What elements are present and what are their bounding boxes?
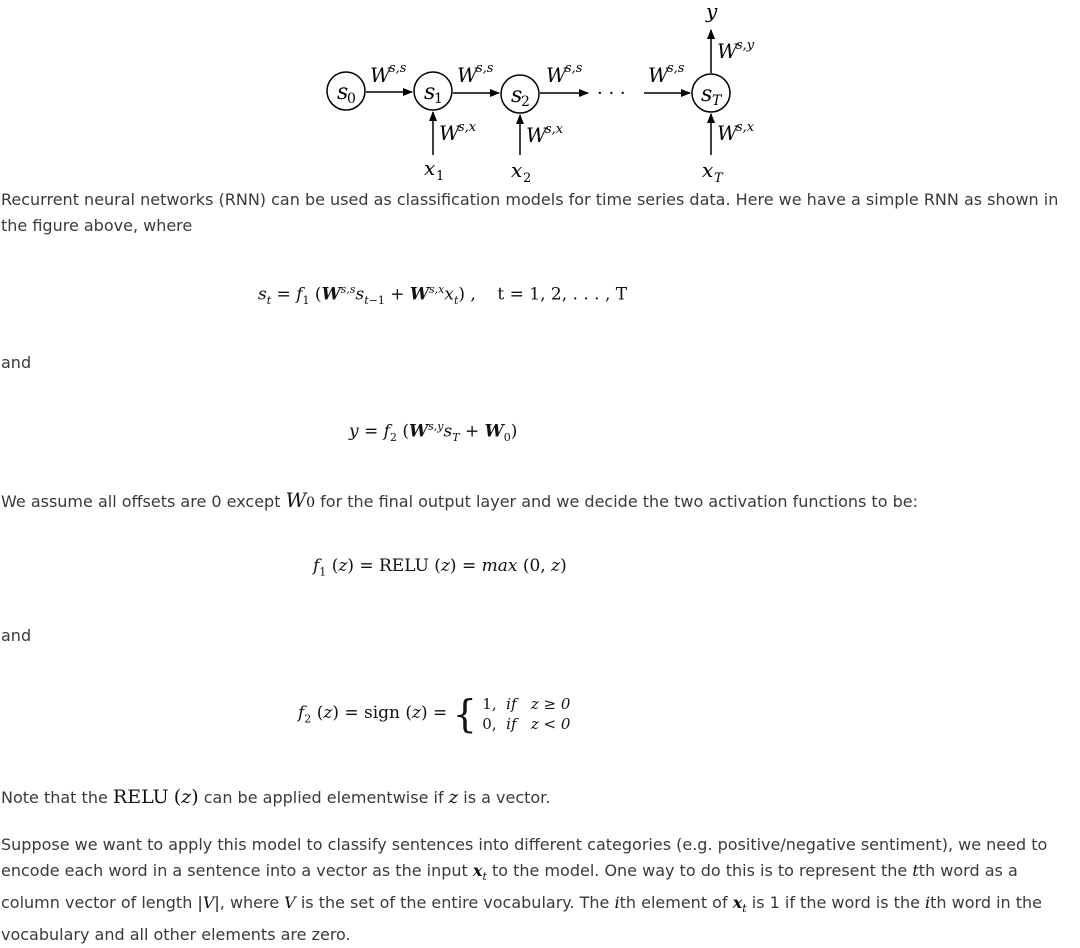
weight-label-ss-3: [546, 61, 583, 87]
node-s2: [501, 75, 539, 113]
svg-text:s,x: s,x: [458, 120, 477, 135]
rnn-diagram: [0, 0, 1080, 185]
svg-text:W: W: [648, 63, 669, 87]
node-label: s: [701, 82, 713, 107]
svg-text:W: W: [370, 63, 391, 87]
svg-text:s,y: s,y: [736, 38, 755, 53]
svg-text:2: 2: [523, 171, 532, 185]
svg-text:T: T: [714, 171, 723, 185]
and-text-2: and: [1, 626, 32, 645]
node-sT: [692, 74, 730, 112]
node-label: s: [337, 80, 349, 105]
equation-relu: $f_1$ (z) = RELU (z) = max (0, z): [313, 556, 567, 579]
input-x1: [424, 156, 444, 184]
svg-text:s,x: s,x: [736, 120, 755, 135]
note-paragraph: Note that the RELU (z) can be applied elementwise if z is a vector.: [1, 786, 551, 808]
node-s0: [327, 72, 365, 110]
weight-label-sx-3: [717, 120, 755, 145]
intro-paragraph: Recurrent neural networks (RNN) can be used as classification models for time series data. Here we have a simple RNN as shown in the figure above, where: [1, 190, 1059, 235]
node-subscript: T: [712, 93, 722, 109]
node-label: s: [511, 83, 523, 108]
svg-text:W: W: [457, 63, 478, 87]
svg-text:1: 1: [436, 169, 445, 184]
node-subscript: 0: [347, 91, 356, 107]
svg-text:s,s: s,s: [389, 61, 407, 76]
weight-label-ss-2: [457, 61, 494, 87]
input-xT: [702, 158, 724, 185]
weight-label-sx-2: [526, 122, 564, 147]
svg-text:W: W: [546, 63, 567, 87]
weight-label-ss-4: [648, 61, 685, 87]
svg-text:s,s: s,s: [667, 61, 685, 76]
svg-text:W: W: [717, 39, 738, 63]
svg-text:x: x: [424, 156, 436, 180]
svg-text:s,s: s,s: [476, 61, 494, 76]
equation-output: $y = f_2$ $(W^{s,y}s_T + W_0)$: [349, 420, 518, 445]
svg-text:W: W: [439, 121, 460, 145]
encoding-paragraph: Suppose we want to apply this model to classify sentences into different categories (e.g. positive/negative sentiment), we need to encode each word in a sentence into a vector as the input $x_t$ to the model. One way to do this is to represent the tth word as a column vector of length |V|, where V is the set of the entire vocabulary. The ith element of $x_t$ is 1 if the word is the ith word in the vocabulary and all other elements are zero.: [1, 835, 1048, 945]
equation-state-update: $s_t = f_1$ $(W^{s,s}s_{t-1} + W^{s,x}x_t)$ , t = 1, 2, . . . , T: [258, 283, 628, 308]
equation-range: t = 1, 2, . . . , T: [497, 284, 628, 305]
node-s1: [414, 72, 452, 110]
equation-sign: $f_2$ (z) = sign (z) = { 1, if z ≥ 0 0, if z < 0: [298, 692, 571, 736]
weight-label-sy: [717, 38, 755, 63]
node-subscript: 2: [521, 94, 530, 110]
svg-text:x: x: [702, 158, 714, 182]
svg-text:s,s: s,s: [565, 61, 583, 76]
node-label: s: [424, 80, 436, 105]
node-subscript: 1: [434, 91, 443, 107]
and-text-1: and: [1, 353, 32, 372]
offsets-paragraph: We assume all offsets are 0 except W0 for the final output layer and we decide the two activation functions to be:: [1, 488, 918, 512]
svg-text:W: W: [717, 121, 738, 145]
svg-text:W: W: [526, 123, 547, 147]
weight-label-ss-1: [370, 61, 407, 87]
output-y: y: [706, 0, 718, 23]
ellipsis: · · ·: [597, 83, 626, 104]
input-x2: [511, 158, 531, 185]
svg-text:s,x: s,x: [545, 122, 564, 137]
weight-label-sx-1: [439, 120, 477, 145]
svg-text:x: x: [511, 158, 523, 182]
